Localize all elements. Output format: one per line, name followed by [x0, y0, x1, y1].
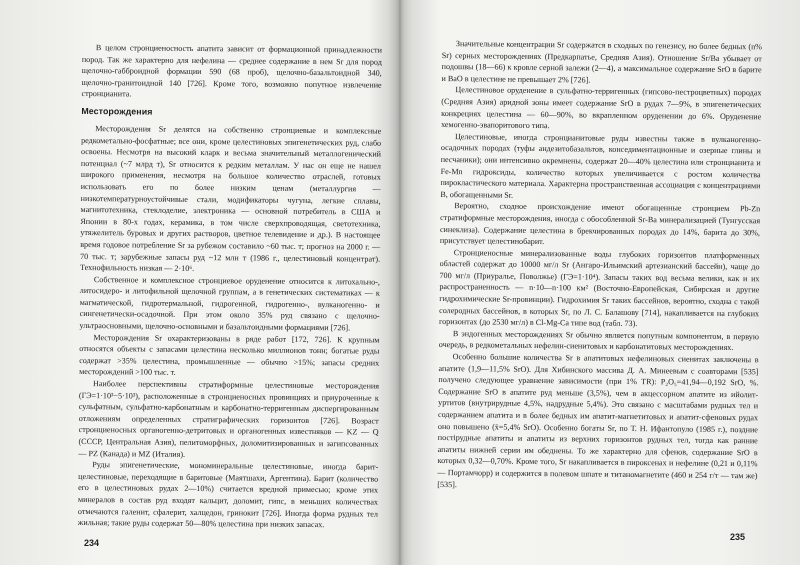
right-paragraph-5: Стронциеносные минерализованные воды глубоких горизонтов платформенных областей содержат до 10000 мг/л Sr (Ангаро-Ильимский артезианский бассейн), чаще до 700 мг/л (Приуралье, Поволжье) (ГЭ=1·10⁴). Запасы таких вод весьма велики, как и их распространенность — n·10—n·100 км² (Восточно-Европейская, Сибирская и другие гидрохимические Sr-провинции). Гидрохимия Sr таких бассейнов, вероятно, сходна с такой солеродных бассейнов, в которых Sr, по Л. С. Балашову [714], накапливается на глубоких горизонтах (до 2530 мг/л) в Cl-Mg-Ca типе вод (табл. 73).: [438, 247, 760, 329]
section-heading: Месторождения: [81, 105, 153, 117]
right-text-column: [437, 38, 762, 493]
right-paragraph-1: Значительные концентрации Sr содержатся в сходных по генезису, но более бедных (n% Sr) серных месторождениях (Предкарпатье, Средняя Азия). Отношение Sr/Ba убывает от подошвы (18—66) к кровле серной залежи (2—4), а максимальное содержание SrO в барите и BaO в целестине не превышает 2% [726].: [441, 39, 762, 85]
right-paragraph-4: Вероятно, сходное происхождение имеют обогащенные стронцием Pb-Zn стратиформные месторождения, иногда с обособленной Sr-Ba минерализацией (Тунгусская синеклиза). Содержание целестина в брекчированных породах до 14%, барита до 30%, присутствует целестинобарит.: [439, 201, 761, 247]
right-paragraph-2: Целестиновое оруденение в сульфатно-терригенных (гипсово-пестроцветных) породах (Средняя Азия) аридной зоны имеет содержание SrO в рудах 7—9%, в эпигенетических конкрециях целестина — 60—90%, во вкрапленном оруденении до 6%. Оруденение хемогенно-эвапоритового типа.: [441, 85, 762, 131]
right-page-number: 235: [730, 532, 746, 542]
left-paragraph-3: Собственное и комплексное стронциевое оруденение относится к литохально-, литосидеро- и литофильной щелочной группам, а в генетических систематиках — к магматической, гидротермальной, гидрогенной, гидрогенно-, вулканогенно- и сингенетически-осадочной. При этом около 35% руд связано с щелочно-ультраосновными, щелочно-основными и базальтоидными формациями [726].: [79, 274, 380, 333]
book-gutter: [388, 0, 412, 565]
left-paragraph-2: Месторождения Sr делятся на собственно стронциевые и комплексные редкометально-фосфатные; все они, кроме целестиновых эпигенетических руд, слабо освоены. Несмотря на высокий кларк и весьма значительный металлогенический потенциал (~7 млрд т), Sr относится к редким металлам. У нас он еще не нашел широкого применения, несмотря на большое количество отраслей, готовых использовать его по более низким ценам (металлургия — низкотемпературноустойчивые стали, модификаторы чугуна, легкие сплавы, магнитотехника, стеклоделие, электроника — основной потребитель в США и Японии в 80-х годах, керамика, в том числе сверхпроводящая, светотехника, утяжелитель буровых и других растворов, цветное телевидение и др.). В настоящее время годовое потребление Sr за рубежом составило ~60 тыс. т; прогноз на 2000 г. — 70 тыс. т; зарубежные запасы руд ~12 млн т (1986 г., целестиновый концентрат). Технофильность низкая — 2·10⁶.: [79, 124, 382, 274]
left-paragraph-4: Месторождения Sr охарактеризованы в ряде работ [172, 726]. К крупным относятся объекты с запасами целестина несколько миллионов тонн; богатые руды содержат >35% целестина, промышленные — обычно >15%; запасы средних месторождений >100 тыс. т.: [79, 332, 380, 378]
right-paragraph-3: Целестиновые, иногда стронцианитовые руды известны также в вулканогенно-осадочных породах (туфы андезитобазальтов, конседиментационные и озерные глины и песчаники); они интенсивно окремнены, содержат 20—40% целестина или стронцианита и Fe-Mn гидроксиды, количество которых увеличивается с ростом количества пирокластического материала. Характерна пространственная ассоциация с концентрациями B, обогащенными Sr.: [440, 131, 762, 200]
right-paragraph-6: В эндогенных месторождениях Sr обычно является попутным компонентом, в первую очередь, в редкометальных нефелин-сиенитовых и карбонатитовых месторождениях.: [438, 328, 759, 353]
right-page: [400, 0, 800, 565]
left-page-number: 234: [84, 538, 100, 548]
left-text-column: [78, 42, 382, 531]
left-paragraph-1: В целом стронциеносность апатита зависит от формационной принадлежности пород. Так же характерно для нефелина — среднее содержание в нем Sr для пород щелочно-габброидной формации 590 (68 проб), щелочно-базальтоидной 340, щелочно-гранитоидной 140 [726]. Кроме того, возможно попутное извлечение стронцианита.: [81, 43, 382, 99]
right-paragraph-7: Особенно большие количества Sr в апатитовых нефелиновых сиенитах заключены в апатите (1,9—11,5% SrO). Для Хибинского массива Д. А. Минеевым с соавторами [535] получено следующее уравнение зависимости (при 1% TR): P₂O₅=41,94—0,192 SrO, %. Содержание SrO в апатите руд меньше (3,5%), чем в акцессорном апатите из ийолит-уртитов (внутрирудные 4,5%, надрудные 5,4%). Это связано с масштабами рудных тел и содержанием апатита и в более бедных им апатит-магнетитовых и апатит-сфеновых рудах оно повышено (x̄=5,4% SrO). Особенно богаты Sr, по Т. Н. Ифантопуло (1985 г.), поздние постірудные апатиты и апатиты из верхних горизонтов рудных тел, тогда как ранние апатиты нижней серии им обеднены. То же характерно для сфенов, содержание SrO в которых 0,32—0,70%. Кроме того, Sr накапливается в пироксенах и нефелине (0,21 и 0,11% — Портамчорр) и содержится в полевом шпате и титаномагнетите (460 и 254 г/т — там же) [535].: [437, 352, 759, 489]
left-paragraph-5: Наиболее перспективны стратиформные целестиновые месторождения (ГЭ=1·10³−5·10³), расположенные в стронциеносных провинциях и приуроченные к сульфатным, сульфатно-карбонатным и карбонатно-терригенным диспергированным отложениям определенных стратиграфических горизонтов [726]. Возраст стронциеносных органогенно-детритовых и органогенных известняков — KZ — Q (СССР, Центральная Азия), пелитоморфных, доломитизированных и загипсованных — PZ (Канада) и MZ (Италия).: [78, 379, 380, 459]
left-paragraph-6: Руды эпигенетические, мономинеральные целестиновые, иногда барит-целестиновые, переходящие в баритовые (Маятшахи, Аргентина). Барит (количество его в целестиновых рудах 2—10%) считается вредной примесью; кроме этих минералов в состав руд входят кальцит, доломит, гипс, в меньших количествах отмечаются галенит, сфалерит, халцедон, гринокит [726]. Иногда форма рудных тел жильная; такие руды содержат 50—80% целестина при низких запасах.: [77, 460, 379, 530]
